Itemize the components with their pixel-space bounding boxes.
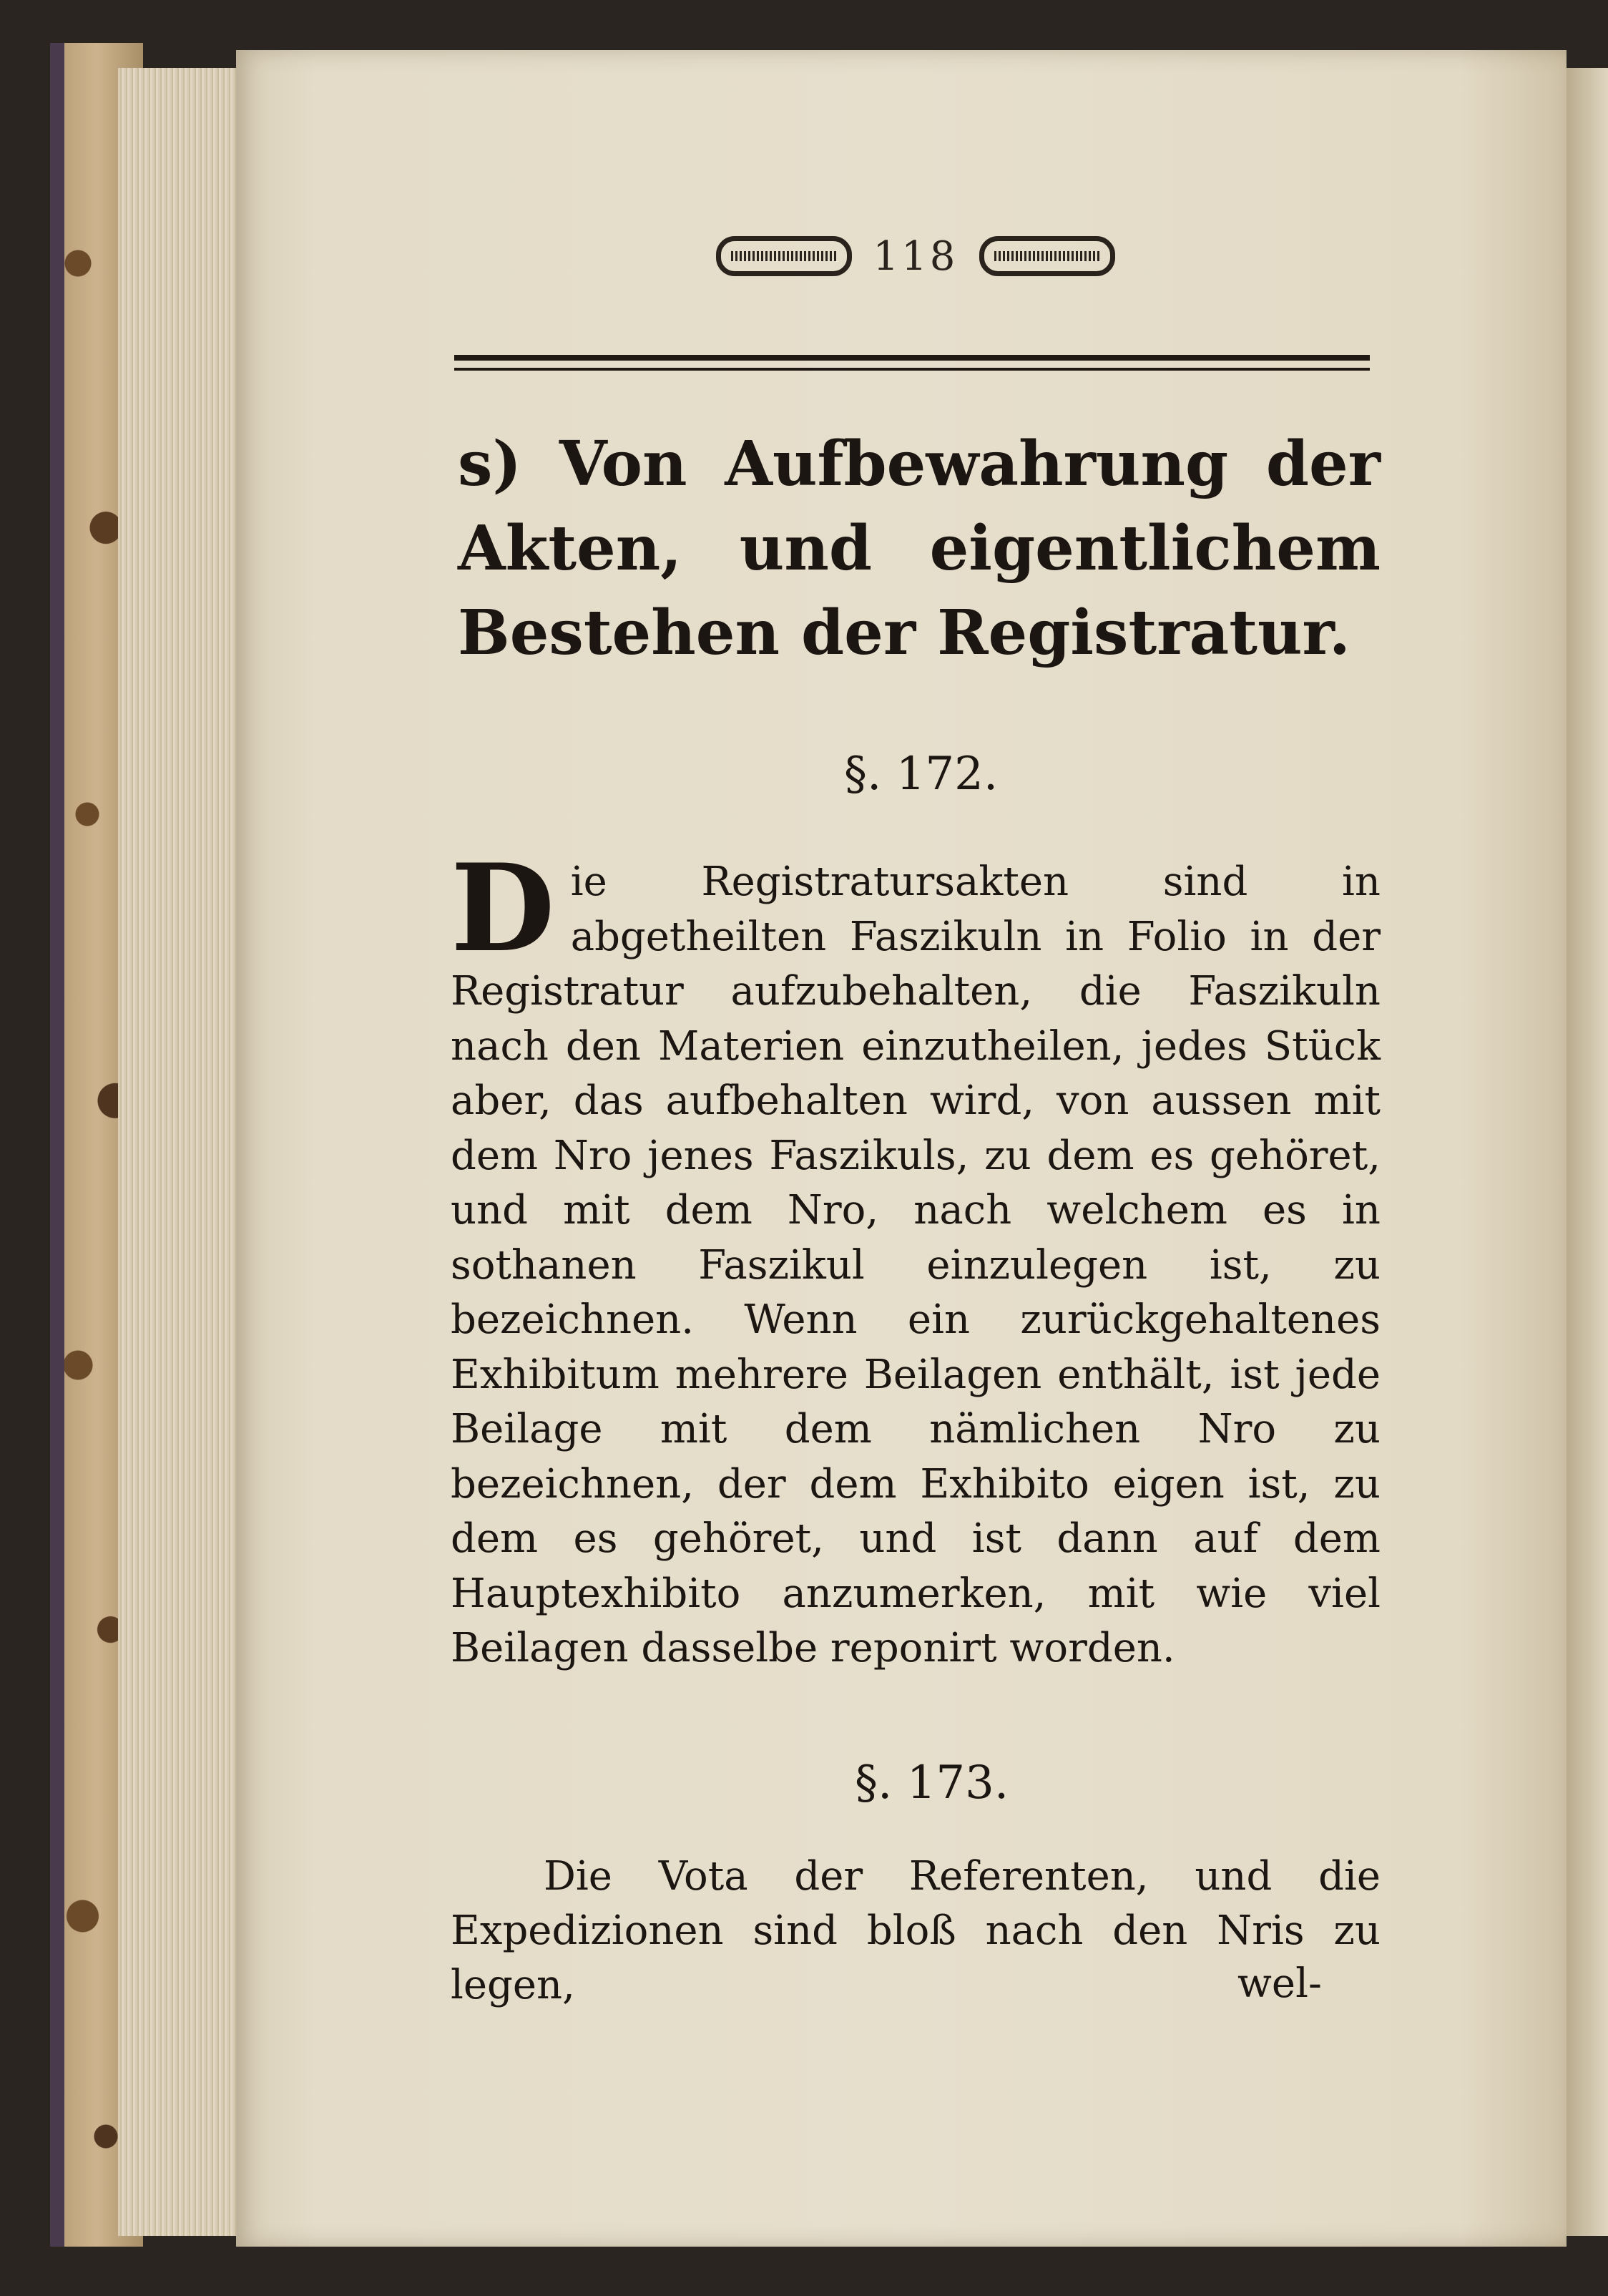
section-mark-172: §. 172. — [844, 748, 999, 801]
header-rule — [454, 355, 1370, 371]
next-page-edge — [1567, 68, 1608, 2236]
catchword: wel- — [1237, 1960, 1322, 2007]
book-spine — [50, 43, 64, 2247]
paragraph-172 — [451, 837, 1381, 1676]
page-edges — [118, 68, 254, 2236]
section-mark-173: §. 173. — [855, 1757, 1009, 1809]
drop-cap: D — [451, 837, 555, 979]
paragraph-172-text: ie Registratursakten sind in abgetheilten Faszikuln in Folio in der Registratur aufzubehalten, die Faszikuln nach den Materien einzutheilen, jedes Stück aber, das aufbehalten wird, von aussen mit dem Nro jenes Faszikuls, zu dem es gehöret, und mit dem Nro, nach welchem es in sothanen Faszikul einzulegen ist, zu bezeichnen. Wenn ein zurückgehaltenes Exhibitum mehrere Beilagen enthält, ist jede Beilage mit dem nämlichen Nro zu bezeichnen, der dem Exhibito eigen ist, zu dem es gehöret, und ist dann auf dem Hauptexhibito anzumerken, mit wie viel Beilagen dasselbe reponirt worden. — [451, 859, 1381, 1671]
page-header — [665, 228, 1166, 285]
chapter-heading: s) Von Aufbewahrung der Akten, und eigentlichem Bestehen der Registratur. — [458, 428, 1381, 669]
ornament-right-icon — [979, 236, 1115, 276]
paragraph-173: Die Vota der Referenten, und die Expedizionen sind bloß nach den Nris zu legen, — [451, 1853, 1381, 2008]
page-number: 118 — [873, 233, 959, 280]
ornament-left-icon — [716, 236, 852, 276]
